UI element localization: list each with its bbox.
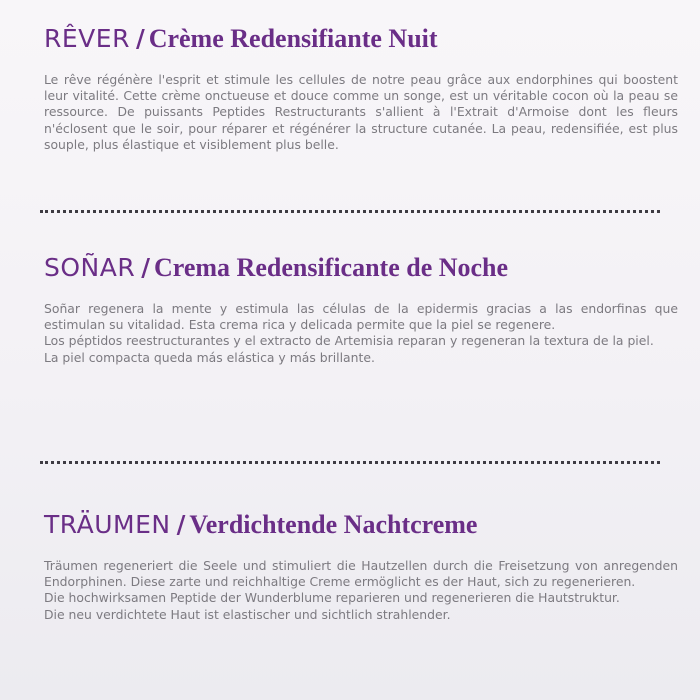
body-paragraph: Träumen regeneriert die Seele und stimuliert die Hautzellen durch die Freisetzung von anregenden Endorphinen. Diese zarte und reichhaltige Creme ermöglicht es der Haut, sich zu regenerieren. [44, 558, 678, 590]
heading-separator: / [141, 253, 150, 282]
section-heading [44, 26, 678, 52]
heading-word: RÊVER [44, 24, 130, 53]
dotted-divider [40, 210, 660, 213]
section-heading [44, 512, 678, 538]
section-spanish [44, 255, 678, 366]
section-body [44, 301, 678, 366]
body-paragraph: Soñar regenera la mente y estimula las células de la epidermis gracias a las endorfinas que estimulan su vitalidad. Esta crema rica y delicada permite que la piel se regenere. [44, 301, 678, 333]
section-body [44, 558, 678, 623]
section-french [44, 26, 678, 153]
body-paragraph: Los péptidos reestructurantes y el extracto de Artemisia reparan y regeneran la textura de la piel. [44, 333, 654, 349]
product-name: Crema Redensificante de Noche [154, 253, 509, 282]
product-name: Verdichtende Nachtcreme [189, 510, 478, 539]
body-paragraph: Le rêve régénère l'esprit et stimule les cellules de notre peau grâce aux endorphines qui boostent leur vitalité. Cette crème onctueuse et douce comme un songe, est un véritable cocon où la peau se ressource. De puissants Peptides Restructurants s'allient à l'Extrait d'Armoise dont les fleurs n'éclosent que le soir, pour réparer et régénérer la structure cutanée. La peau, redensifiée, est plus souple, plus élastique et visiblement plus belle. [44, 72, 678, 152]
heading-separator: / [176, 510, 186, 539]
body-paragraph: Die hochwirksamen Peptide der Wunderblume reparieren und regenerieren die Hautstruktur. [44, 590, 620, 606]
dotted-divider [40, 461, 660, 464]
heading-word: SOÑAR [44, 253, 136, 282]
body-paragraph: Die neu verdichtete Haut ist elastischer und sichtlich strahlender. [44, 606, 451, 622]
heading-word: TRÄUMEN [44, 510, 171, 539]
body-paragraph: La piel compacta queda más elástica y más brillante. [44, 349, 375, 365]
product-name: Crème Redensifiante Nuit [148, 24, 438, 53]
section-body [44, 72, 678, 153]
heading-separator: / [135, 24, 145, 53]
section-heading [44, 255, 678, 281]
section-german [44, 512, 678, 623]
